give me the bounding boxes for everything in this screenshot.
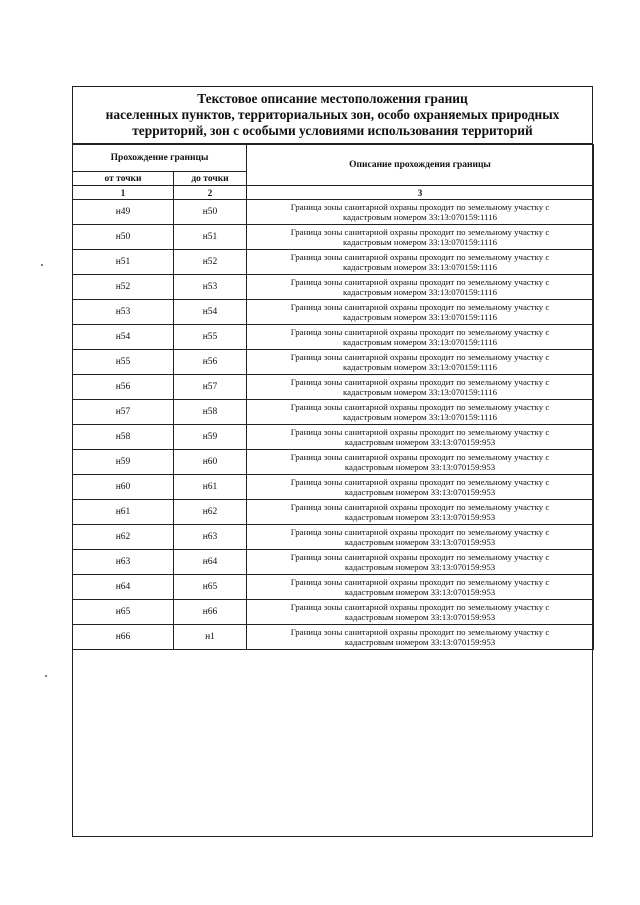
table-row xyxy=(73,500,594,525)
scan-speck xyxy=(41,264,43,266)
boundary-table xyxy=(72,144,594,650)
to-header: до точки xyxy=(174,172,247,186)
from-point: н61 xyxy=(73,500,174,525)
table-row xyxy=(73,600,594,625)
description-line: Граница зоны санитарной охраны проходит по земельному участку с xyxy=(290,451,550,462)
boundary-description xyxy=(247,375,594,400)
boundary-description xyxy=(247,625,594,650)
passage-header: Прохождение границы xyxy=(73,145,247,172)
from-point: н51 xyxy=(73,250,174,275)
boundary-description xyxy=(247,600,594,625)
to-point: н60 xyxy=(174,450,247,475)
description-line: кадастровым номером 33:13:070159:1116 xyxy=(343,412,497,422)
boundary-description xyxy=(247,475,594,500)
table-row xyxy=(73,300,594,325)
description-line: кадастровым номером 33:13:070159:953 xyxy=(344,562,496,572)
description-line: кадастровым номером 33:13:070159:953 xyxy=(344,612,496,622)
to-point: н52 xyxy=(174,250,247,275)
description-line: Граница зоны санитарной охраны проходит по земельному участку с xyxy=(290,351,550,362)
description-line: Граница зоны санитарной охраны проходит по земельному участку с xyxy=(290,276,550,287)
from-point: н49 xyxy=(73,200,174,225)
from-point: н52 xyxy=(73,275,174,300)
description-line: кадастровым номером 33:13:070159:1116 xyxy=(343,337,497,347)
to-point: н55 xyxy=(174,325,247,350)
to-point: н53 xyxy=(174,275,247,300)
table-row xyxy=(73,325,594,350)
description-line: кадастровым номером 33:13:070159:1116 xyxy=(343,287,497,297)
from-point: н63 xyxy=(73,550,174,575)
description-line: Граница зоны санитарной охраны проходит по земельному участку с xyxy=(290,551,550,562)
boundary-description xyxy=(247,275,594,300)
table-row xyxy=(73,400,594,425)
description-line: кадастровым номером 33:13:070159:1116 xyxy=(343,362,497,372)
title-line: территорий, зон с особыми условиями использования территорий xyxy=(132,123,533,138)
description-line: Граница зоны санитарной охраны проходит по земельному участку с xyxy=(290,251,550,262)
boundary-description xyxy=(247,350,594,375)
from-point: н55 xyxy=(73,350,174,375)
table-row xyxy=(73,475,594,500)
to-point: н51 xyxy=(174,225,247,250)
to-point: н1 xyxy=(174,625,247,650)
from-point: н58 xyxy=(73,425,174,450)
boundary-description xyxy=(247,500,594,525)
from-point: н50 xyxy=(73,225,174,250)
to-point: н58 xyxy=(174,400,247,425)
to-point: н65 xyxy=(174,575,247,600)
column-number: 2 xyxy=(174,186,247,200)
to-point: н66 xyxy=(174,600,247,625)
from-point: н60 xyxy=(73,475,174,500)
from-point: н53 xyxy=(73,300,174,325)
boundary-description xyxy=(247,575,594,600)
to-point: н50 xyxy=(174,200,247,225)
table-row xyxy=(73,425,594,450)
description-line: Граница зоны санитарной охраны проходит по земельному участку с xyxy=(290,301,550,312)
description-line: Граница зоны санитарной охраны проходит по земельному участку с xyxy=(290,476,550,487)
header-row xyxy=(73,145,594,172)
description-line: кадастровым номером 33:13:070159:1116 xyxy=(343,237,497,247)
description-line: кадастровым номером 33:13:070159:953 xyxy=(344,637,496,647)
table-row xyxy=(73,450,594,475)
table-row xyxy=(73,525,594,550)
from-header: от точки xyxy=(73,172,174,186)
boundary-description xyxy=(247,225,594,250)
from-point: н54 xyxy=(73,325,174,350)
to-point: н59 xyxy=(174,425,247,450)
description-line: кадастровым номером 33:13:070159:1116 xyxy=(343,387,497,397)
description-line: Граница зоны санитарной охраны проходит по земельному участку с xyxy=(290,626,550,637)
description-line: кадастровым номером 33:13:070159:953 xyxy=(344,462,496,472)
description-line: Граница зоны санитарной охраны проходит по земельному участку с xyxy=(290,576,550,587)
description-line: кадастровым номером 33:13:070159:953 xyxy=(344,512,496,522)
to-point: н57 xyxy=(174,375,247,400)
description-line: Граница зоны санитарной охраны проходит по земельному участку с xyxy=(290,226,550,237)
to-point: н62 xyxy=(174,500,247,525)
document-title xyxy=(73,87,592,144)
table-row xyxy=(73,275,594,300)
boundary-description xyxy=(247,250,594,275)
table-row xyxy=(73,250,594,275)
boundary-description xyxy=(247,550,594,575)
description-line: Граница зоны санитарной охраны проходит по земельному участку с xyxy=(290,601,550,612)
description-line: Граница зоны санитарной охраны проходит по земельному участку с xyxy=(290,526,550,537)
description-line: Граница зоны санитарной охраны проходит по земельному участку с xyxy=(290,326,550,337)
table-row xyxy=(73,225,594,250)
description-line: кадастровым номером 33:13:070159:1116 xyxy=(343,312,497,322)
boundary-description xyxy=(247,200,594,225)
description-line: Граница зоны санитарной охраны проходит по земельному участку с xyxy=(290,501,550,512)
description-line: Граница зоны санитарной охраны проходит по земельному участку с xyxy=(290,401,550,412)
description-line: Граница зоны санитарной охраны проходит по земельному участку с xyxy=(290,376,550,387)
table-row xyxy=(73,625,594,650)
description-header: Описание прохождения границы xyxy=(247,145,594,186)
from-point: н65 xyxy=(73,600,174,625)
to-point: н61 xyxy=(174,475,247,500)
description-line: кадастровым номером 33:13:070159:1116 xyxy=(343,212,497,222)
title-line: Текстовое описание местоположения границ xyxy=(197,91,468,106)
description-line: кадастровым номером 33:13:070159:953 xyxy=(344,587,496,597)
table-row xyxy=(73,350,594,375)
from-point: н56 xyxy=(73,375,174,400)
from-point: н59 xyxy=(73,450,174,475)
boundary-description xyxy=(247,425,594,450)
to-point: н56 xyxy=(174,350,247,375)
table-row xyxy=(73,575,594,600)
from-point: н66 xyxy=(73,625,174,650)
from-point: н62 xyxy=(73,525,174,550)
boundary-description xyxy=(247,300,594,325)
table-row xyxy=(73,375,594,400)
to-point: н63 xyxy=(174,525,247,550)
from-point: н64 xyxy=(73,575,174,600)
boundary-description xyxy=(247,525,594,550)
description-line: кадастровым номером 33:13:070159:953 xyxy=(344,537,496,547)
column-number: 1 xyxy=(73,186,174,200)
document-frame xyxy=(72,86,593,837)
boundary-description xyxy=(247,450,594,475)
table-row xyxy=(73,550,594,575)
to-point: н64 xyxy=(174,550,247,575)
to-point: н54 xyxy=(174,300,247,325)
boundary-description xyxy=(247,325,594,350)
scan-speck xyxy=(45,675,47,677)
description-line: кадастровым номером 33:13:070159:953 xyxy=(344,437,496,447)
description-line: Граница зоны санитарной охраны проходит по земельному участку с xyxy=(290,426,550,437)
title-line: населенных пунктов, территориальных зон, особо охраняемых природных xyxy=(105,107,560,122)
column-number: 3 xyxy=(247,186,594,200)
boundary-description xyxy=(247,400,594,425)
table-row xyxy=(73,200,594,225)
description-line: кадастровым номером 33:13:070159:1116 xyxy=(343,262,497,272)
from-point: н57 xyxy=(73,400,174,425)
description-line: Граница зоны санитарной охраны проходит по земельному участку с xyxy=(290,201,550,212)
column-number-row xyxy=(73,186,594,200)
description-line: кадастровым номером 33:13:070159:953 xyxy=(344,487,496,497)
